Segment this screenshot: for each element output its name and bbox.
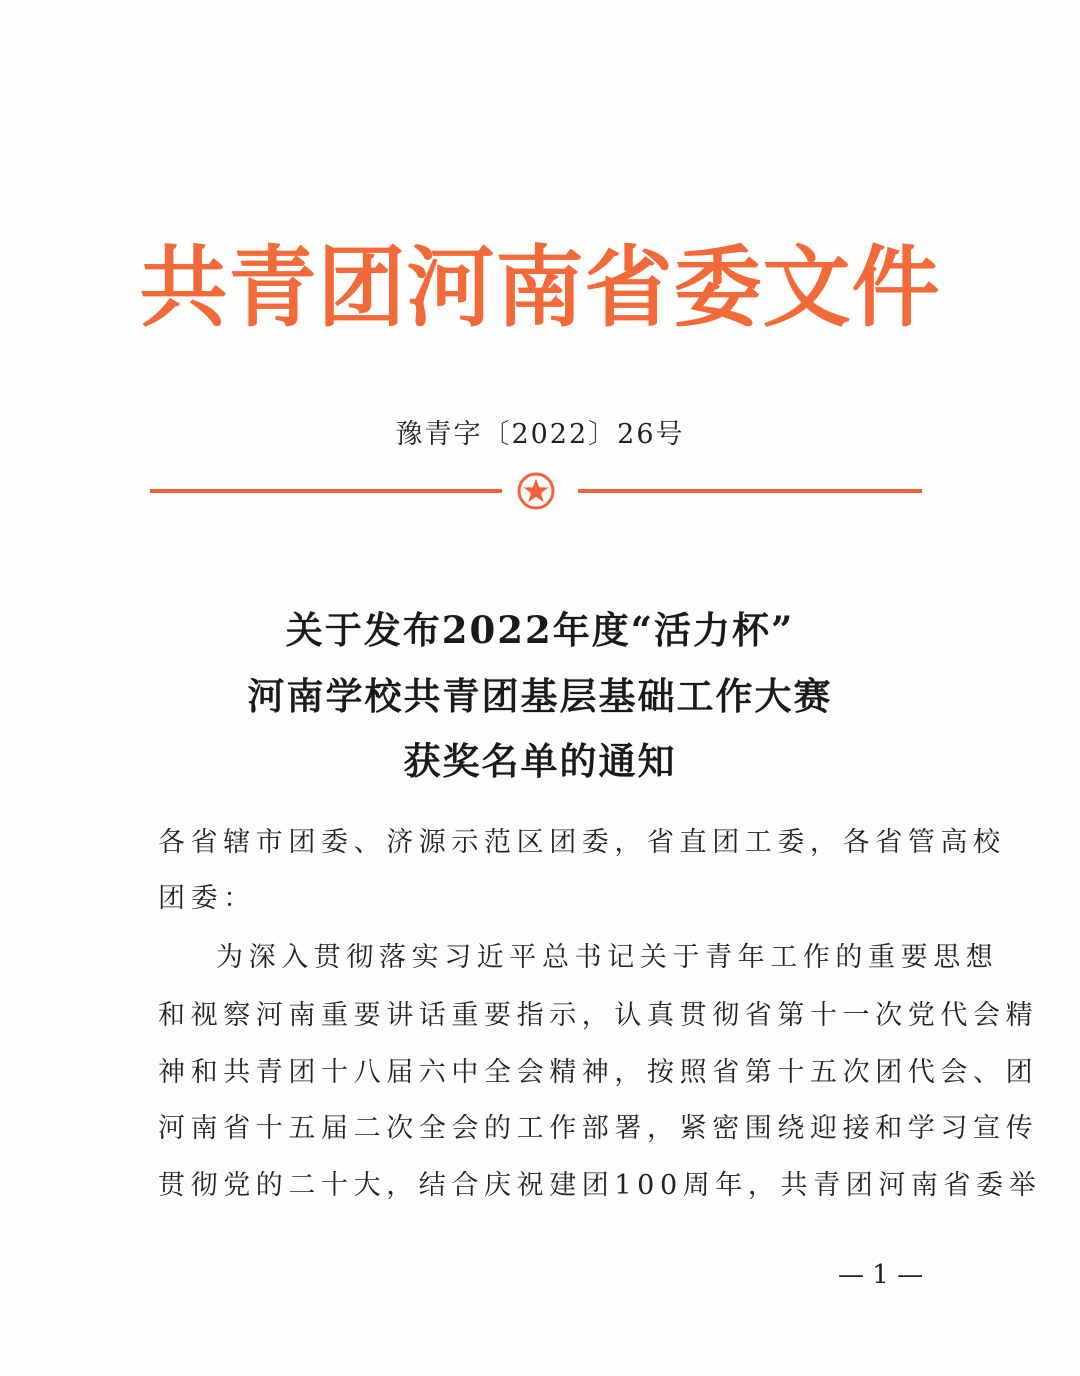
notice-title-line-1: 关于发布2022年度“活力杯” <box>285 608 795 652</box>
notice-title-line-3: 获奖名单的通知 <box>403 739 677 783</box>
recipients-line-1: 各省辖市团委、济源示范区团委，省直团工委，各省管高校 <box>158 827 1006 858</box>
red-rule-right <box>578 489 922 493</box>
body-paragraph-line: 河南省十五届二次全会的工作部署，紧密围绕迎接和学习宣传 <box>158 1113 1039 1144</box>
document-masthead: 共青团河南省委文件 <box>139 236 941 339</box>
page-number: — 1 — <box>838 1260 924 1290</box>
star-circle-icon <box>516 471 556 511</box>
notice-title-line-2: 河南学校共青团基层基础工作大赛 <box>247 674 833 718</box>
body-paragraph-line: 为深入贯彻落实习近平总书记关于青年工作的重要思想 <box>216 942 999 973</box>
document-number: 豫青字〔2022〕26号 <box>395 419 685 450</box>
body-paragraph-line: 贯彻党的二十大，结合庆祝建团100周年，共青团河南省委举 <box>158 1170 1042 1201</box>
body-paragraph-line: 神和共青团十八届六中全会精神，按照省第十五次团代会、团 <box>158 1057 1039 1088</box>
red-rule-left <box>150 489 502 493</box>
recipients-line-2: 团委： <box>158 883 256 914</box>
body-paragraph-line: 和视察河南重要讲话重要指示，认真贯彻省第十一次党代会精 <box>158 1000 1039 1031</box>
